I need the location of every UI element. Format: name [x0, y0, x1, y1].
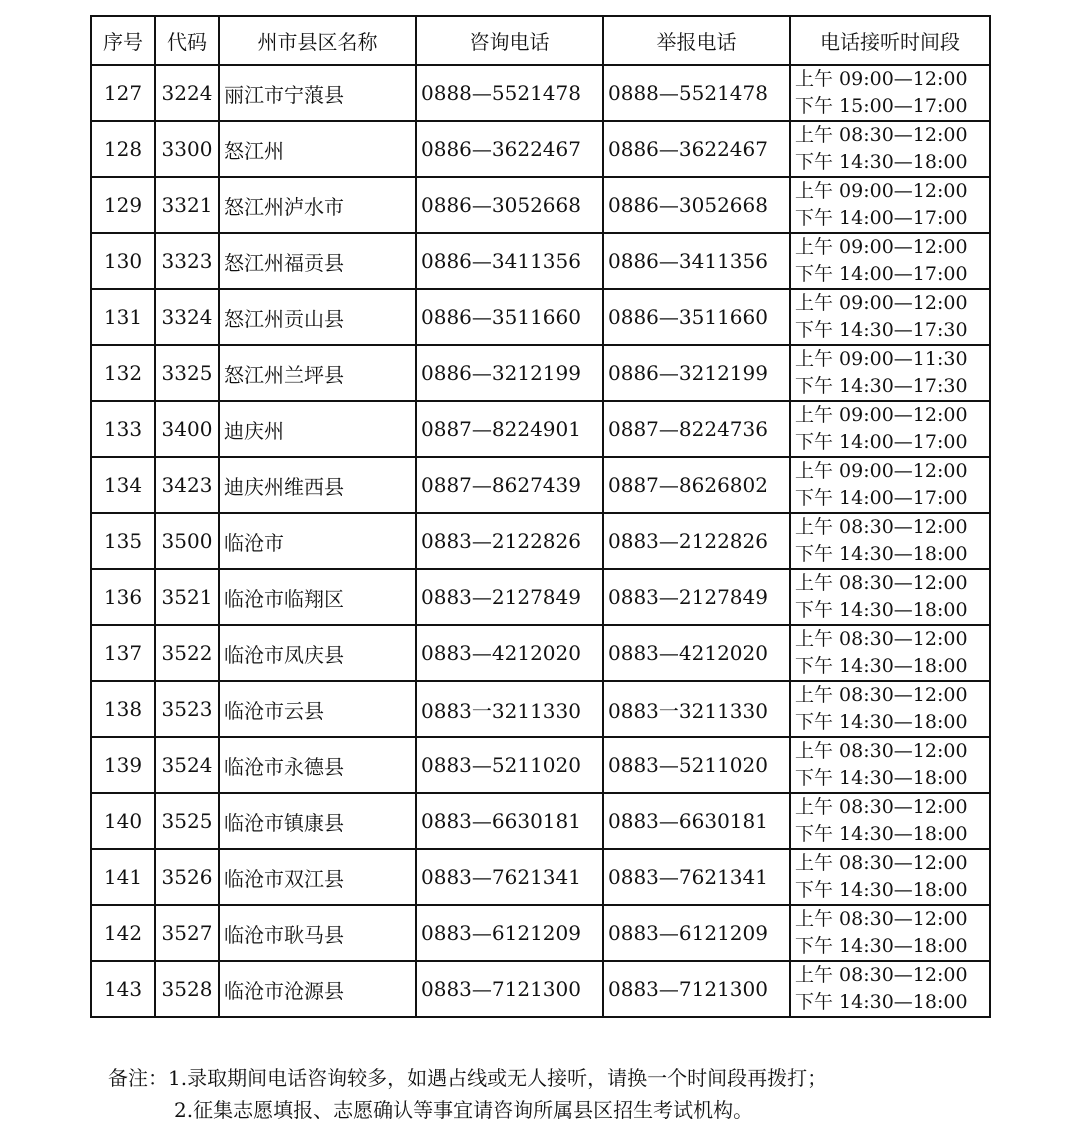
table-row [91, 289, 990, 345]
cell-region-name: 怒江州福贡县 [219, 233, 416, 289]
morning-hours: 上午 08:30—12:00 [795, 908, 968, 930]
cell-consult-phone: 0886—3411356 [416, 233, 603, 289]
cell-region-name: 临沧市永德县 [219, 737, 416, 793]
cell-report-phone: 0887—8626802 [603, 457, 790, 513]
cell-consult-phone: 0886—3622467 [416, 121, 603, 177]
table-row [91, 625, 990, 681]
cell-region-name: 临沧市双江县 [219, 849, 416, 905]
cell-report-phone: 0883—5211020 [603, 737, 790, 793]
cell-code: 3325 [155, 345, 219, 401]
cell-code: 3323 [155, 233, 219, 289]
morning-hours: 上午 09:00—12:00 [795, 180, 968, 202]
cell-answer-hours [790, 233, 990, 289]
cell-region-name: 怒江州兰坪县 [219, 345, 416, 401]
cell-report-phone: 0887—8224736 [603, 401, 790, 457]
header-consult-phone: 咨询电话 [416, 16, 603, 65]
cell-num: 127 [91, 65, 155, 121]
cell-region-name: 丽江市宁蒗县 [219, 65, 416, 121]
morning-hours: 上午 08:30—12:00 [795, 124, 968, 146]
cell-code: 3500 [155, 513, 219, 569]
cell-report-phone: 0886—3052668 [603, 177, 790, 233]
morning-hours: 上午 08:30—12:00 [795, 740, 968, 762]
afternoon-hours: 下午 14:00—17:00 [795, 487, 968, 509]
cell-region-name: 临沧市耿马县 [219, 905, 416, 961]
cell-answer-hours [790, 737, 990, 793]
morning-hours: 上午 08:30—12:00 [795, 852, 968, 874]
table-header-row [91, 16, 990, 65]
cell-region-name: 怒江州 [219, 121, 416, 177]
cell-report-phone: 0883—6121209 [603, 905, 790, 961]
cell-consult-phone: 0883—6630181 [416, 793, 603, 849]
cell-num: 132 [91, 345, 155, 401]
cell-consult-phone: 0886—3511660 [416, 289, 603, 345]
cell-region-name: 临沧市云县 [219, 681, 416, 737]
table-row [91, 513, 990, 569]
contact-table [90, 15, 991, 1018]
cell-consult-phone: 0883—6121209 [416, 905, 603, 961]
cell-num: 137 [91, 625, 155, 681]
afternoon-hours: 下午 15:00—17:00 [795, 95, 968, 117]
cell-num: 141 [91, 849, 155, 905]
afternoon-hours: 下午 14:00—17:00 [795, 207, 968, 229]
table-row [91, 345, 990, 401]
cell-answer-hours [790, 289, 990, 345]
afternoon-hours: 下午 14:30—18:00 [795, 543, 968, 565]
cell-code: 3324 [155, 289, 219, 345]
cell-consult-phone: 0883—7121300 [416, 961, 603, 1017]
cell-consult-phone: 0883—7621341 [416, 849, 603, 905]
afternoon-hours: 下午 14:30—18:00 [795, 151, 968, 173]
morning-hours: 上午 09:00—12:00 [795, 292, 968, 314]
cell-region-name: 怒江州贡山县 [219, 289, 416, 345]
cell-answer-hours [790, 457, 990, 513]
cell-report-phone: 0883—6630181 [603, 793, 790, 849]
cell-code: 3321 [155, 177, 219, 233]
cell-report-phone: 0886—3212199 [603, 345, 790, 401]
cell-code: 3525 [155, 793, 219, 849]
cell-consult-phone: 0886—3052668 [416, 177, 603, 233]
cell-num: 129 [91, 177, 155, 233]
cell-num: 140 [91, 793, 155, 849]
cell-report-phone: 0888—5521478 [603, 65, 790, 121]
cell-report-phone: 0883一3211330 [603, 681, 790, 737]
morning-hours: 上午 08:30—12:00 [795, 572, 968, 594]
cell-answer-hours [790, 961, 990, 1017]
cell-num: 128 [91, 121, 155, 177]
cell-code: 3400 [155, 401, 219, 457]
cell-code: 3224 [155, 65, 219, 121]
cell-answer-hours [790, 177, 990, 233]
cell-region-name: 临沧市镇康县 [219, 793, 416, 849]
morning-hours: 上午 08:30—12:00 [795, 964, 968, 986]
cell-region-name: 迪庆州维西县 [219, 457, 416, 513]
table-row [91, 401, 990, 457]
afternoon-hours: 下午 14:30—17:30 [795, 375, 968, 397]
cell-answer-hours [790, 65, 990, 121]
morning-hours: 上午 08:30—12:00 [795, 628, 968, 650]
table-row [91, 905, 990, 961]
note-line-2: 2.征集志愿填报、志愿确认等事宜请咨询所属县区招生考试机构。 [174, 1098, 754, 1122]
cell-num: 138 [91, 681, 155, 737]
cell-code: 3522 [155, 625, 219, 681]
table-row [91, 457, 990, 513]
cell-code: 3526 [155, 849, 219, 905]
cell-num: 133 [91, 401, 155, 457]
cell-answer-hours [790, 345, 990, 401]
cell-report-phone: 0883—2122826 [603, 513, 790, 569]
afternoon-hours: 下午 14:30—18:00 [795, 599, 968, 621]
afternoon-hours: 下午 14:30—18:00 [795, 879, 968, 901]
afternoon-hours: 下午 14:00—17:00 [795, 263, 968, 285]
header-answer-hours: 电话接听时间段 [790, 16, 990, 65]
cell-num: 136 [91, 569, 155, 625]
afternoon-hours: 下午 14:30—18:00 [795, 935, 968, 957]
cell-num: 134 [91, 457, 155, 513]
table-row [91, 681, 990, 737]
cell-report-phone: 0886—3511660 [603, 289, 790, 345]
cell-answer-hours [790, 849, 990, 905]
cell-consult-phone: 0883一3211330 [416, 681, 603, 737]
table-row [91, 233, 990, 289]
table-row [91, 961, 990, 1017]
cell-code: 3528 [155, 961, 219, 1017]
header-report-phone: 举报电话 [603, 16, 790, 65]
cell-num: 131 [91, 289, 155, 345]
cell-region-name: 临沧市凤庆县 [219, 625, 416, 681]
header-region-name: 州市县区名称 [219, 16, 416, 65]
afternoon-hours: 下午 14:30—18:00 [795, 767, 968, 789]
cell-region-name: 临沧市临翔区 [219, 569, 416, 625]
morning-hours: 上午 08:30—12:00 [795, 684, 968, 706]
table-row [91, 65, 990, 121]
afternoon-hours: 下午 14:30—17:30 [795, 319, 968, 341]
cell-num: 142 [91, 905, 155, 961]
table-row [91, 849, 990, 905]
afternoon-hours: 下午 14:30—18:00 [795, 991, 968, 1013]
table-row [91, 569, 990, 625]
cell-answer-hours [790, 905, 990, 961]
cell-answer-hours [790, 401, 990, 457]
morning-hours: 上午 09:00—12:00 [795, 460, 968, 482]
cell-report-phone: 0883—7621341 [603, 849, 790, 905]
cell-code: 3423 [155, 457, 219, 513]
table-row [91, 737, 990, 793]
cell-answer-hours [790, 793, 990, 849]
cell-answer-hours [790, 569, 990, 625]
morning-hours: 上午 09:00—11:30 [795, 348, 968, 370]
table-row [91, 793, 990, 849]
cell-consult-phone: 0883—2122826 [416, 513, 603, 569]
cell-code: 3524 [155, 737, 219, 793]
notes [108, 1062, 827, 1126]
afternoon-hours: 下午 14:30—18:00 [795, 823, 968, 845]
cell-consult-phone: 0888—5521478 [416, 65, 603, 121]
cell-num: 139 [91, 737, 155, 793]
cell-consult-phone: 0883—5211020 [416, 737, 603, 793]
cell-num: 135 [91, 513, 155, 569]
cell-region-name: 临沧市 [219, 513, 416, 569]
cell-region-name: 临沧市沧源县 [219, 961, 416, 1017]
morning-hours: 上午 09:00—12:00 [795, 236, 968, 258]
cell-code: 3300 [155, 121, 219, 177]
table-row [91, 121, 990, 177]
note-line-1: 备注：1.录取期间电话咨询较多，如遇占线或无人接听，请换一个时间段再拨打； [108, 1066, 828, 1090]
cell-report-phone: 0886—3622467 [603, 121, 790, 177]
cell-report-phone: 0886—3411356 [603, 233, 790, 289]
cell-code: 3527 [155, 905, 219, 961]
afternoon-hours: 下午 14:30—18:00 [795, 655, 968, 677]
header-num: 序号 [91, 16, 155, 65]
cell-report-phone: 0883—2127849 [603, 569, 790, 625]
cell-report-phone: 0883—7121300 [603, 961, 790, 1017]
morning-hours: 上午 08:30—12:00 [795, 516, 968, 538]
cell-consult-phone: 0886—3212199 [416, 345, 603, 401]
cell-region-name: 怒江州泸水市 [219, 177, 416, 233]
header-code: 代码 [155, 16, 219, 65]
cell-code: 3521 [155, 569, 219, 625]
afternoon-hours: 下午 14:30—18:00 [795, 711, 968, 733]
cell-num: 143 [91, 961, 155, 1017]
table-row [91, 177, 990, 233]
morning-hours: 上午 09:00—12:00 [795, 404, 968, 426]
cell-report-phone: 0883—4212020 [603, 625, 790, 681]
morning-hours: 上午 08:30—12:00 [795, 796, 968, 818]
cell-num: 130 [91, 233, 155, 289]
morning-hours: 上午 09:00—12:00 [795, 68, 968, 90]
cell-answer-hours [790, 625, 990, 681]
cell-consult-phone: 0883—2127849 [416, 569, 603, 625]
cell-answer-hours [790, 681, 990, 737]
afternoon-hours: 下午 14:00—17:00 [795, 431, 968, 453]
cell-answer-hours [790, 121, 990, 177]
cell-region-name: 迪庆州 [219, 401, 416, 457]
cell-consult-phone: 0887—8224901 [416, 401, 603, 457]
cell-consult-phone: 0887—8627439 [416, 457, 603, 513]
cell-code: 3523 [155, 681, 219, 737]
cell-answer-hours [790, 513, 990, 569]
cell-consult-phone: 0883—4212020 [416, 625, 603, 681]
